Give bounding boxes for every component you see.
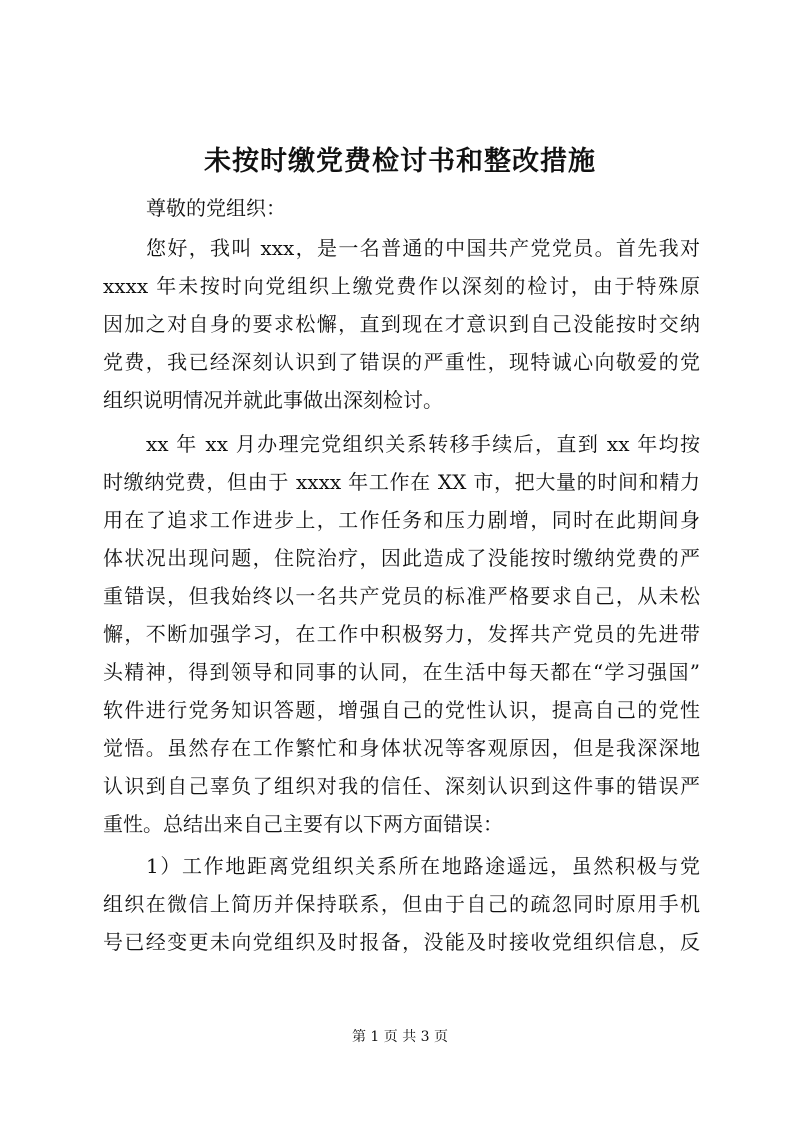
paragraph-line: 您好，我叫 xxx，是一名普通的中国共产党党员。首先我对	[146, 236, 700, 260]
paragraph-line: 重性。总结出来自己主要有以下两方面错误：	[103, 812, 503, 836]
paragraph-line: 认识到自己辜负了组织对我的信任、深刻认识到这件事的错误严	[103, 774, 700, 798]
paragraph-line: 时缴纳党费，但由于 xxxx 年工作在 XX 市，把大量的时间和精力	[103, 470, 700, 494]
paragraph-line: 党费，我已经深刻认识到了错误的严重性，现特诚心向敬爱的党	[103, 350, 700, 374]
document-title: 未按时缴党费检讨书和整改措施	[204, 146, 596, 177]
paragraph-line: 组织在微信上简历并保持联系，但由于自己的疏忽同时原用手机	[103, 892, 700, 916]
page-number-footer: 第 1 页 共 3 页	[351, 1029, 449, 1045]
paragraph-line: 头精神，得到领导和同事的认同，在生活中每天都在“学习强国”	[103, 660, 700, 684]
salutation: 尊敬的党组织：	[146, 196, 286, 220]
paragraph-line: 组织说明情况并就此事做出深刻检讨。	[103, 388, 443, 412]
paragraph-line: 重错误，但我始终以一名共产党员的标准严格要求自己，从未松	[103, 584, 700, 608]
paragraph-line: 觉悟。虽然存在工作繁忙和身体状况等客观原因，但是我深深地	[103, 736, 700, 760]
paragraph-line: 软件进行党务知识答题，增强自己的党性认识，提高自己的党性	[103, 698, 700, 722]
paragraph-line: 用在了追求工作进步上，工作任务和压力剧增，同时在此期间身	[103, 508, 700, 532]
paragraph-line: 号已经变更未向党组织及时报备，没能及时接收党组织信息，反	[103, 930, 700, 954]
paragraph-line: 因加之对自身的要求松懈，直到现在才意识到自己没能按时交纳	[103, 312, 700, 336]
paragraph-line: 体状况出现问题，住院治疗，因此造成了没能按时缴纳党费的严	[103, 546, 700, 570]
paragraph-line: 1）工作地距离党组织关系所在地路途遥远，虽然积极与党	[146, 854, 700, 878]
paragraph-line: 懈，不断加强学习，在工作中积极努力，发挥共产党员的先进带	[103, 622, 700, 646]
paragraph-line: xx 年 xx 月办理完党组织关系转移手续后，直到 xx 年均按	[146, 432, 700, 456]
paragraph-line: xxxx 年未按时向党组织上缴党费作以深刻的检讨，由于特殊原	[103, 274, 700, 298]
